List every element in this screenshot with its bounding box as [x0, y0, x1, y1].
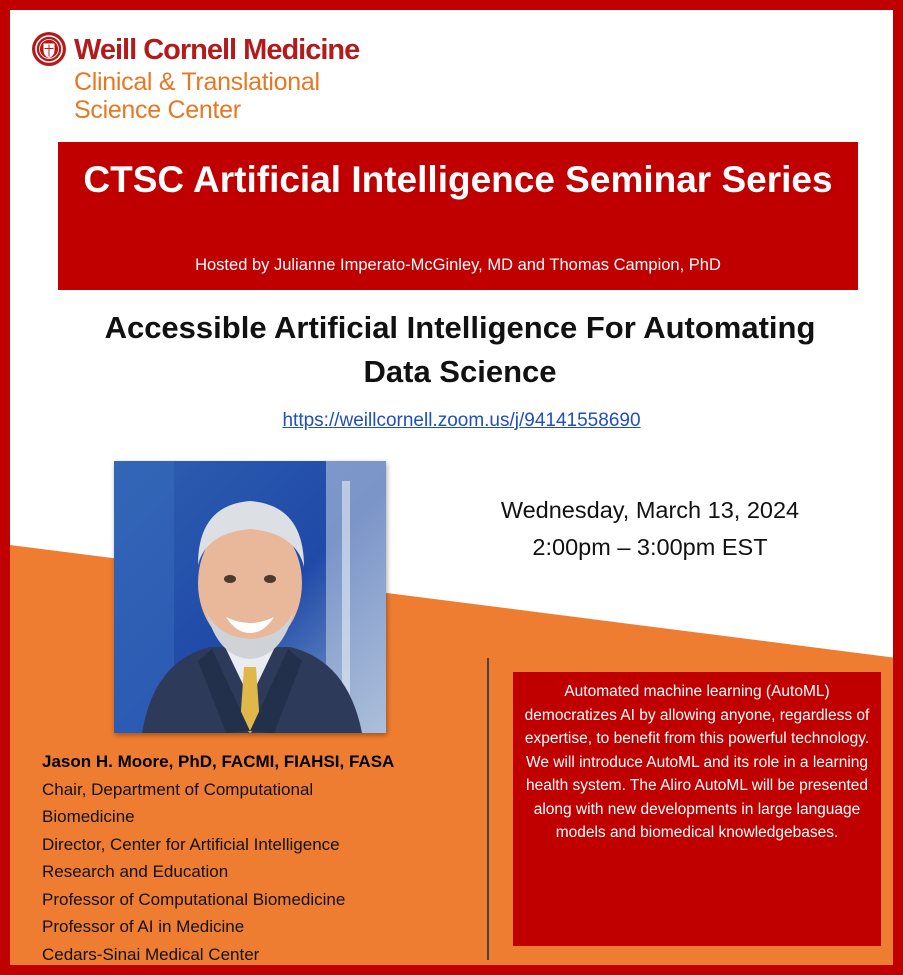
- speaker-affiliation-line: Biomedicine: [42, 807, 135, 826]
- series-banner: [58, 142, 858, 290]
- event-date: Wednesday, March 13, 2024: [500, 497, 800, 523]
- speaker-info: [42, 748, 482, 968]
- speaker-affiliation-line: Director, Center for Artificial Intelligence: [42, 834, 340, 854]
- speaker-affiliation-line: Professor of Computational Biomedicine: [42, 889, 346, 909]
- event-datetime: [450, 492, 850, 566]
- series-hosts: Hosted by Julianne Imperato-McGinley, MD and Thomas Campion, PhD: [195, 256, 721, 274]
- talk-title: Accessible Artificial Intelligence For Automating Data Science: [104, 310, 816, 389]
- speaker-affiliation-line: Research and Education: [42, 862, 229, 881]
- logo-subtitle-line-2: Science Center: [74, 96, 241, 124]
- speaker-affiliation-line: Professor of AI in Medicine: [42, 917, 245, 936]
- speaker-affiliation-line: Cedars-Sinai Medical Center: [42, 944, 260, 964]
- cornell-seal-icon: [32, 32, 66, 66]
- speaker-photo: [114, 461, 386, 733]
- logo-wordmark: Weill Cornell Medicine: [74, 34, 360, 66]
- talk-abstract: Automated machine learning (AutoML) democratizes AI by allowing anyone, regardless of expertise, to benefit from this powerful technology. We will introduce AutoML and its role in a learning health system. The Aliro AutoML will be presented along with new developments in large language models and biomedical knowledgebases.: [513, 672, 881, 946]
- event-time: 2:00pm – 3:00pm EST: [532, 534, 768, 560]
- series-title: CTSC Artificial Intelligence Seminar Series: [83, 159, 833, 200]
- zoom-link[interactable]: https://weillcornell.zoom.us/j/94141558690: [282, 410, 641, 431]
- speaker-affiliation-line: Chair, Department of Computational: [42, 779, 314, 799]
- vertical-divider: [487, 658, 489, 960]
- logo-subtitle-line-1: Clinical & Translational: [74, 68, 320, 96]
- speaker-name: Jason H. Moore, PhD, FACMI, FIAHSI, FASA: [42, 752, 395, 771]
